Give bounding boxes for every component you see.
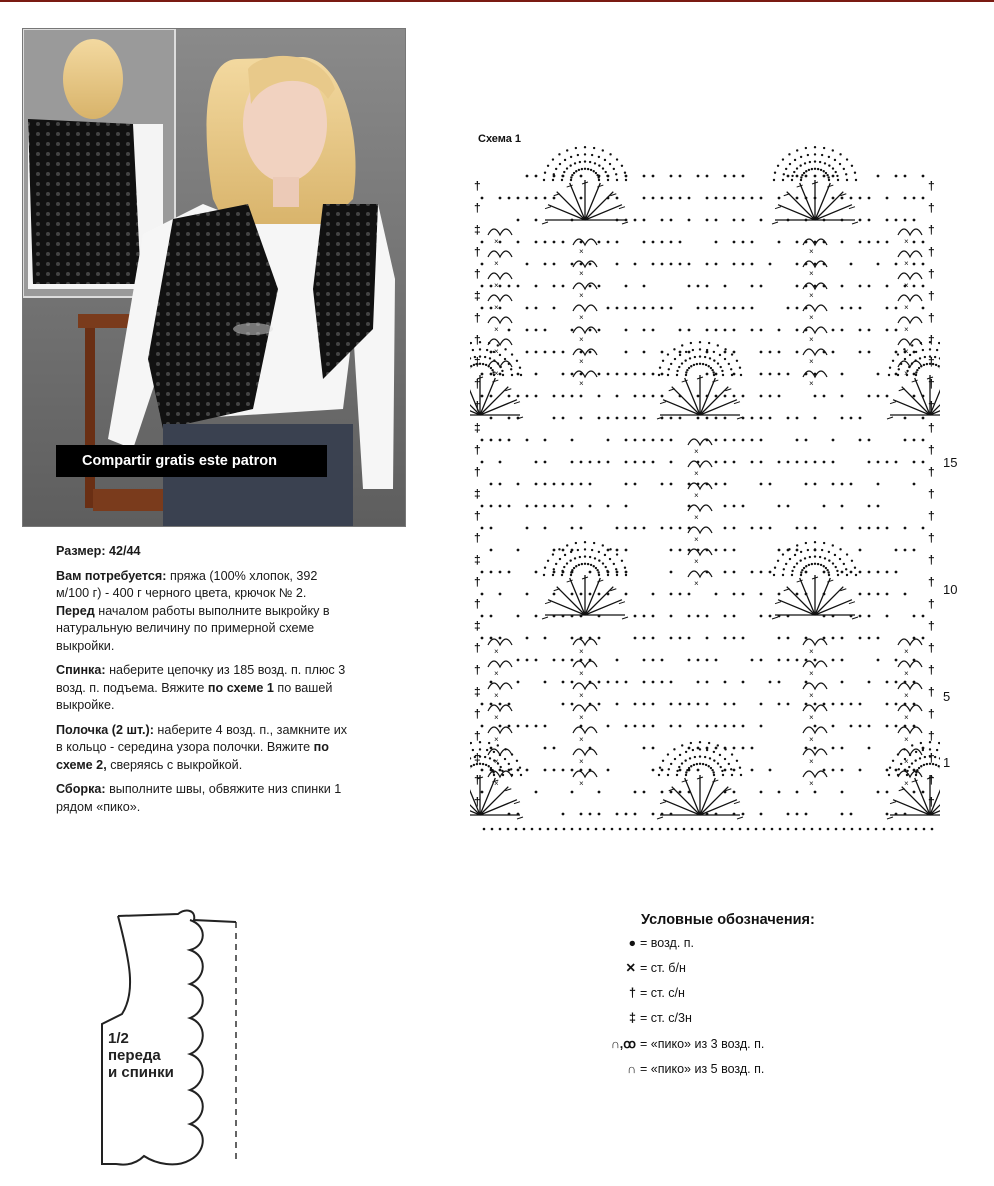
svg-text:×: × xyxy=(579,691,584,700)
svg-text:‡: ‡ xyxy=(474,553,481,567)
svg-text:×: × xyxy=(579,757,584,766)
svg-text:×: × xyxy=(904,713,909,722)
back-paragraph xyxy=(56,662,348,715)
svg-text:†: † xyxy=(928,751,935,765)
svg-text:×: × xyxy=(904,691,909,700)
svg-text:‡: ‡ xyxy=(474,619,481,633)
scheme-title: Схема 1 xyxy=(478,133,522,145)
svg-text:×: × xyxy=(904,237,909,246)
svg-text:×: × xyxy=(809,379,814,388)
svg-text:×: × xyxy=(579,291,584,300)
svg-text:†: † xyxy=(928,707,935,721)
legend-title: Условные обозначения: xyxy=(641,912,815,928)
svg-text:‡: ‡ xyxy=(474,751,481,765)
svg-text:×: × xyxy=(809,713,814,722)
before-text: началом работы выполните выкройку в натуральную величину по примерной схеме выкройки. xyxy=(56,603,330,653)
triple-treble-icon: ‡ xyxy=(629,1011,636,1025)
assembly-text: выполните швы, обвяжите низ спинки 1 рядом «пико». xyxy=(56,782,342,814)
assembly-paragraph xyxy=(56,781,348,816)
svg-text:†: † xyxy=(928,465,935,479)
back-text-1: наберите цепочку из 185 возд. п. плюс 3 возд. п. подъема. Вяжите xyxy=(56,663,346,695)
svg-text:‡: ‡ xyxy=(474,685,481,699)
svg-text:†: † xyxy=(928,795,935,809)
svg-text:†: † xyxy=(474,443,481,457)
svg-text:×: × xyxy=(904,347,909,356)
svg-text:†: † xyxy=(928,377,935,391)
svg-text:×: × xyxy=(579,713,584,722)
top-accent-line xyxy=(0,0,994,2)
svg-text:†: † xyxy=(928,223,935,237)
svg-text:×: × xyxy=(809,247,814,256)
svg-text:×: × xyxy=(694,513,699,522)
svg-text:×: × xyxy=(579,269,584,278)
svg-text:†: † xyxy=(928,575,935,589)
legend-text: = возд. п. xyxy=(640,936,695,950)
svg-text:×: × xyxy=(904,669,909,678)
svg-text:†: † xyxy=(928,619,935,633)
legend-text: = ст. с/3н xyxy=(640,1011,692,1025)
svg-text:†: † xyxy=(474,663,481,677)
svg-text:†: † xyxy=(928,487,935,501)
legend-text: = «пико» из 3 возд. п. xyxy=(640,1037,765,1051)
svg-text:×: × xyxy=(809,757,814,766)
svg-text:×: × xyxy=(904,369,909,378)
svg-text:×: × xyxy=(579,735,584,744)
svg-text:†: † xyxy=(474,201,481,215)
svg-text:×: × xyxy=(904,281,909,290)
svg-text:×: × xyxy=(579,647,584,656)
svg-text:×: × xyxy=(494,347,499,356)
row-number-1: 1 xyxy=(943,755,951,770)
svg-text:†: † xyxy=(474,377,481,391)
svg-text:×: × xyxy=(694,491,699,500)
svg-text:×: × xyxy=(579,379,584,388)
svg-text:†: † xyxy=(928,311,935,325)
svg-text:†: † xyxy=(928,289,935,303)
svg-text:†: † xyxy=(474,465,481,479)
svg-text:×: × xyxy=(809,647,814,656)
legend-item-picot-3 xyxy=(604,1035,764,1053)
legend-text: = ст. с/н xyxy=(640,986,685,1000)
front-scheme-ref: по схеме 2, xyxy=(56,740,329,772)
svg-text:×: × xyxy=(694,469,699,478)
svg-text:‡: ‡ xyxy=(474,421,481,435)
materials-label: Вам потребуется: xyxy=(56,568,167,583)
svg-text:×: × xyxy=(494,691,499,700)
svg-text:×: × xyxy=(904,303,909,312)
svg-text:×: × xyxy=(809,335,814,344)
svg-text:†: † xyxy=(474,641,481,655)
row-number-15: 15 xyxy=(943,455,958,470)
svg-text:×: × xyxy=(579,313,584,322)
legend-text: = «пико» из 5 возд. п. xyxy=(640,1062,765,1076)
svg-text:×: × xyxy=(579,669,584,678)
svg-text:‡: ‡ xyxy=(474,487,481,501)
back-text-2: по вашей выкройке. xyxy=(56,680,333,712)
svg-text:†: † xyxy=(474,773,481,787)
svg-text:†: † xyxy=(474,333,481,347)
legend-text: = ст. б/н xyxy=(640,961,686,975)
svg-text:×: × xyxy=(494,259,499,268)
legend-item-single-crochet xyxy=(604,959,686,977)
front-text-2: сверяясь с выкройкой. xyxy=(110,757,243,772)
svg-text:×: × xyxy=(809,313,814,322)
svg-text:†: † xyxy=(474,575,481,589)
svg-text:†: † xyxy=(928,245,935,259)
svg-text:×: × xyxy=(904,779,909,788)
svg-text:†: † xyxy=(474,399,481,413)
svg-text:×: × xyxy=(494,281,499,290)
svg-text:†: † xyxy=(474,509,481,523)
svg-text:†: † xyxy=(474,311,481,325)
svg-text:†: † xyxy=(474,179,481,193)
svg-text:†: † xyxy=(474,707,481,721)
svg-text:†: † xyxy=(928,773,935,787)
svg-text:×: × xyxy=(904,259,909,268)
pattern-label-line1: 1/2 xyxy=(108,1030,129,1047)
assembly-label: Сборка: xyxy=(56,782,106,796)
svg-text:†: † xyxy=(928,333,935,347)
svg-text:†: † xyxy=(474,245,481,259)
svg-text:×: × xyxy=(494,779,499,788)
back-scheme-ref: по схеме 1 xyxy=(207,680,274,695)
svg-text:†: † xyxy=(928,641,935,655)
row-number-5: 5 xyxy=(943,689,951,704)
front-text-1: наберите 4 возд. п., замкните их в кольцо - середина узора полочки. Вяжите xyxy=(56,722,348,754)
legend-item-triple-treble xyxy=(604,1009,692,1027)
svg-text:×: × xyxy=(494,303,499,312)
picot-3-icon: ∩,ꝏ xyxy=(610,1037,636,1051)
double-crochet-icon: † xyxy=(629,986,636,1000)
svg-text:×: × xyxy=(579,357,584,366)
svg-text:×: × xyxy=(809,691,814,700)
svg-text:×: × xyxy=(694,535,699,544)
svg-text:†: † xyxy=(928,663,935,677)
svg-text:×: × xyxy=(494,369,499,378)
svg-text:×: × xyxy=(494,325,499,334)
svg-text:†: † xyxy=(928,443,935,457)
svg-text:×: × xyxy=(809,269,814,278)
svg-text:‡: ‡ xyxy=(474,289,481,303)
legend-item-picot-5 xyxy=(604,1060,764,1078)
svg-text:×: × xyxy=(809,291,814,300)
svg-text:×: × xyxy=(579,335,584,344)
crochet-chart xyxy=(470,145,940,835)
svg-text:×: × xyxy=(809,357,814,366)
svg-text:×: × xyxy=(904,647,909,656)
svg-text:†: † xyxy=(928,355,935,369)
svg-text:×: × xyxy=(494,237,499,246)
pattern-description xyxy=(56,543,348,823)
svg-text:×: × xyxy=(904,757,909,766)
back-label: Спинка: xyxy=(56,663,106,677)
pattern-piece-label xyxy=(108,1030,174,1081)
svg-text:×: × xyxy=(904,325,909,334)
svg-text:†: † xyxy=(928,179,935,193)
svg-text:×: × xyxy=(579,247,584,256)
size-label: Размер: xyxy=(56,544,106,558)
pattern-label-line2: переда xyxy=(108,1047,161,1064)
pattern-label-line3: и спинки xyxy=(108,1064,174,1081)
svg-text:†: † xyxy=(928,531,935,545)
legend-item-double-crochet xyxy=(604,984,685,1002)
svg-text:×: × xyxy=(694,579,699,588)
single-crochet-icon: ✕ xyxy=(625,961,636,975)
svg-text:×: × xyxy=(809,735,814,744)
svg-text:†: † xyxy=(474,531,481,545)
share-pattern-button[interactable]: Compartir gratis este patron xyxy=(56,445,327,477)
svg-text:×: × xyxy=(494,735,499,744)
svg-text:†: † xyxy=(928,421,935,435)
svg-text:×: × xyxy=(494,713,499,722)
svg-text:×: × xyxy=(694,557,699,566)
svg-text:×: × xyxy=(494,757,499,766)
front-label: Полочка (2 шт.): xyxy=(56,722,154,737)
svg-text:×: × xyxy=(494,669,499,678)
materials-text: пряжа (100% хлопок, 392 м/100 г) - 400 г черного цвета, крючок № 2. xyxy=(56,568,318,600)
svg-text:‡: ‡ xyxy=(474,223,481,237)
svg-text:†: † xyxy=(928,685,935,699)
size-paragraph xyxy=(56,543,348,561)
svg-text:†: † xyxy=(928,597,935,611)
front-paragraph xyxy=(56,722,348,775)
picot-5-icon: ∩ xyxy=(626,1062,636,1076)
size-value: 42/44 xyxy=(109,544,141,558)
svg-text:×: × xyxy=(494,647,499,656)
svg-text:†: † xyxy=(928,729,935,743)
svg-text:†: † xyxy=(928,399,935,413)
chain-stitch-icon: ● xyxy=(628,936,636,950)
svg-text:†: † xyxy=(928,553,935,567)
svg-text:×: × xyxy=(694,447,699,456)
svg-text:†: † xyxy=(474,267,481,281)
svg-text:×: × xyxy=(809,669,814,678)
svg-text:†: † xyxy=(928,509,935,523)
svg-text:×: × xyxy=(579,779,584,788)
row-number-10: 10 xyxy=(943,582,958,597)
svg-text:†: † xyxy=(474,597,481,611)
svg-text:†: † xyxy=(928,267,935,281)
svg-text:‡: ‡ xyxy=(474,355,481,369)
svg-text:†: † xyxy=(928,201,935,215)
svg-text:×: × xyxy=(809,779,814,788)
legend-item-chain xyxy=(604,934,694,952)
svg-text:×: × xyxy=(904,735,909,744)
before-label: Перед xyxy=(56,603,95,618)
materials-paragraph xyxy=(56,568,348,656)
svg-text:†: † xyxy=(474,729,481,743)
svg-text:†: † xyxy=(474,795,481,809)
